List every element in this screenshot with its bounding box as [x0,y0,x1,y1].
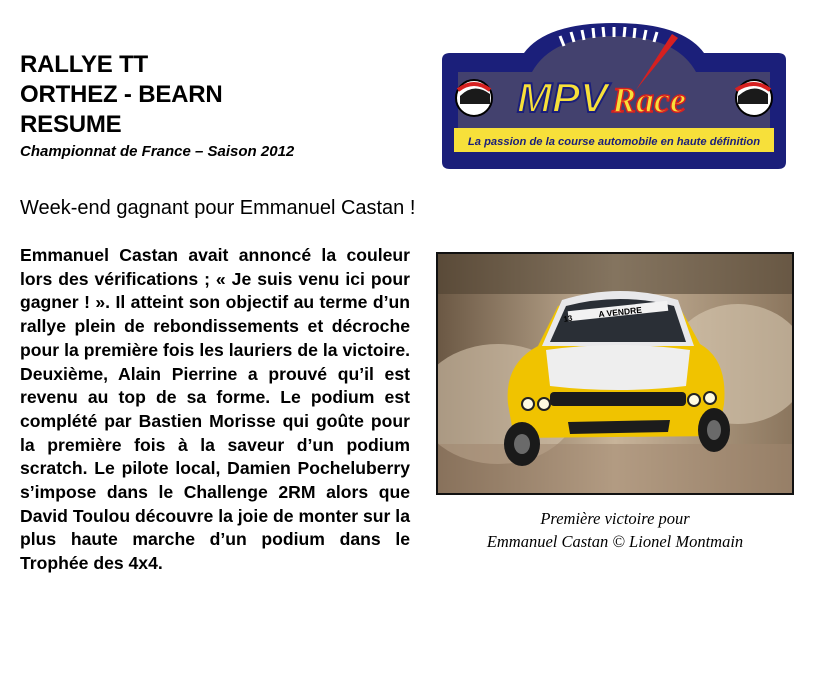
season-subtitle: Championnat de France – Saison 2012 [20,143,295,160]
logo-brand-script: Race [612,80,686,120]
mpv-race-logo [436,20,791,172]
article-body: Emmanuel Castan avait annoncé la couleur lors des vérifications ; « Je suis venu ici pour gagner ! ». Il atteint son objectif au terme d’un rallye plein de rebondissements et décroche pour la première fois les lauriers de la victoire. Deuxième, Alain Pierrine a prouvé qu’il est revenu au top de sa forme. Le podium est complété par Bastien Morisse qui goûte pour la première fois à la saveur d’un podium scratch. Le pilote local, Damien Pocheluberry s’impose dans le Challenge 2RM alors que David Toulou découvre la joie de monter sur la plus haute marche d’un podium dans le Trophée des 4x4. [20,245,410,574]
title-line-1: RALLYE TT [20,51,148,78]
caption-line-2: Emmanuel Castan © Lionel Montmain [486,532,744,551]
windshield-text: A VENDRE [597,304,643,320]
article-headline: Week-end gagnant pour Emmanuel Castan ! [20,197,416,219]
rally-car-photo [436,252,794,495]
title-block [20,50,294,160]
photo-caption [436,507,794,553]
title-line-2: ORTHEZ - BEARN [20,81,223,108]
logo-tagline: La passion de la course automobile en haute définition [467,136,761,148]
title-line-3: RESUME [20,111,122,138]
car-number: 13 [562,313,574,324]
caption-line-1: Première victoire pour [540,509,690,528]
logo-brand-main: MPV [516,74,608,121]
